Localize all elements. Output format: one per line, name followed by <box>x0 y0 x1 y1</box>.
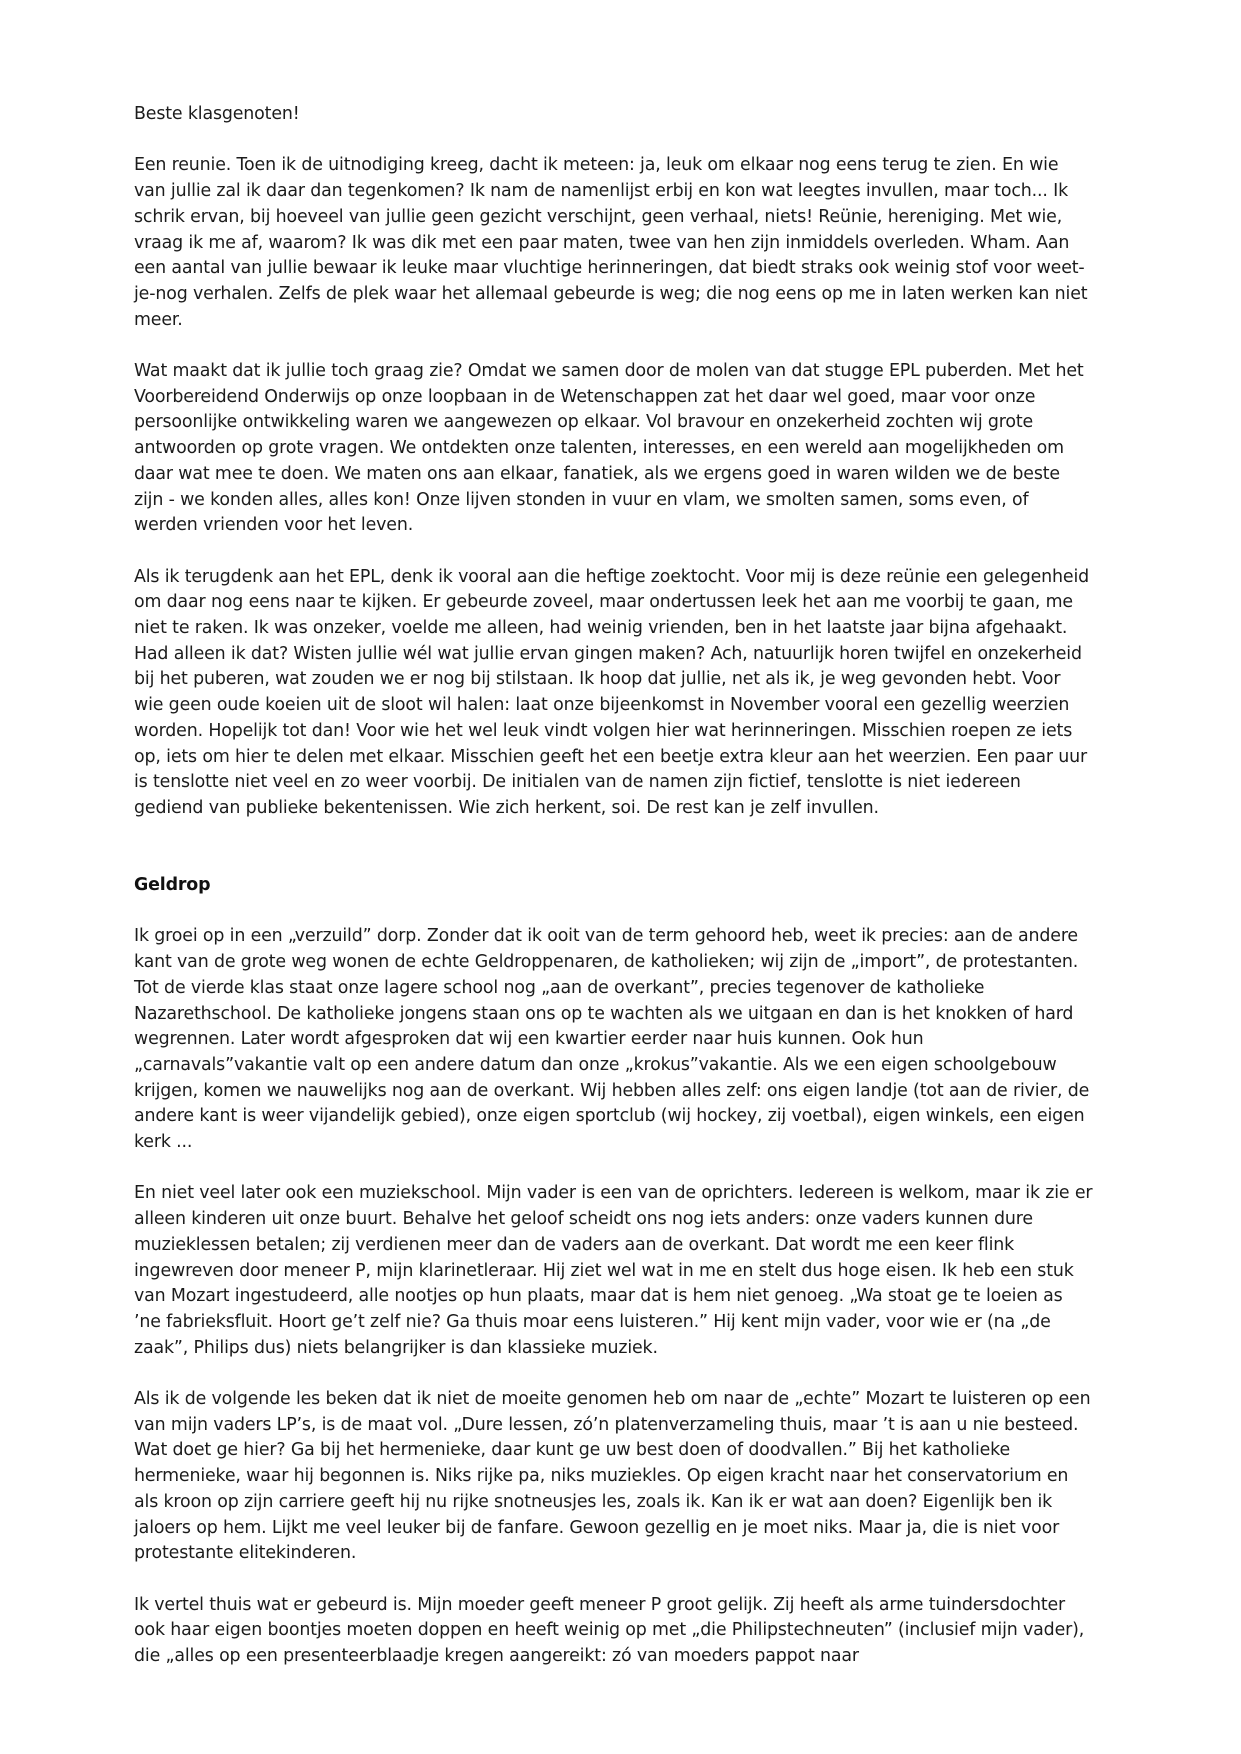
letter-body <box>134 102 1094 1695</box>
intro-paragraph-3: Als ik terugdenk aan het EPL, denk ik vooral aan die heftige zoektocht. Voor mij is deze reünie een gelegenheid om daar nog eens naar te kijken. Er gebeurde zoveel, maar ondertussen leek het aan me voorbij te gaan, me niet te raken. Ik was onzeker, voelde me alleen, had weinig vrienden, ben in het laatste jaar bijna afgehaakt. Had alleen ik dat? Wisten jullie wél wat jullie ervan gingen maken? Ach, natuurlijk horen twijfel en onzekerheid bij het puberen, wat zouden we er nog bij stilstaan. Ik hoop dat jullie, net als ik, je weg gevonden hebt. Voor wie geen oude koeien uit de sloot wil halen: laat onze bijeenkomst in November vooral een gezellig weerzien worden. Hopelijk tot dan! Voor wie het wel leuk vindt volgen hier wat herinneringen. Misschien roepen ze iets op, iets om hier te delen met elkaar. Misschien geeft het een beetje extra kleur aan het weerzien. Een paar uur is tenslotte niet veel en zo weer voorbij. De initialen van de namen zijn fictief, tenslotte is niet iedereen gediend van publieke bekentenissen. Wie zich herkent, soi. De rest kan je zelf invullen. <box>134 566 1090 818</box>
section-paragraph-4: Ik vertel thuis wat er gebeurd is. Mijn moeder geeft meneer P groot gelijk. Zij heeft als arme tuindersdochter ook haar eigen boontjes moeten doppen en heeft weinig op met „die Philipstechneuten” (inclusief mijn vader), die „alles op een presenteerblaadje kregen aangereikt: zó van moeders pappot naar <box>134 1594 1085 1667</box>
section-paragraph-2: En niet veel later ook een muziekschool. Mijn vader is een van de oprichters. Iedereen is welkom, maar ik zie er alleen kinderen uit onze buurt. Behalve het geloof scheidt ons nog iets anders: onze vaders kunnen dure muzieklessen betalen; zij verdienen meer dan de vaders aan de overkant. Dat wordt me een keer flink ingewreven door meneer P, mijn klarinetleraar. Hij ziet wel wat in me en stelt dus hoge eisen. Ik heb een stuk van Mozart ingestudeerd, alle nootjes op hun plaats, maar dat is hem niet genoeg. „Wa stoat ge te loeien as ’ne fabrieksfluit. Hoort ge’t zelf nie? Ga thuis moar eens luisteren.” Hij kent mijn vader, voor wie er (na „de zaak”, Philips dus) niets belangrijker is dan klassieke muziek. <box>134 1183 1093 1358</box>
salutation: Beste klasgenoten! <box>134 104 300 124</box>
section-paragraph-3: Als ik de volgende les beken dat ik niet de moeite genomen heb om naar de „echte” Mozart te luisteren op een van mijn vaders LP’s, is de maat vol. „Dure lessen, zó’n platenverzameling thuis, maar ’t is aan u nie besteed. Wat doet ge hier? Ga bij het hermenieke, daar kunt ge uw best doen of doodvallen.” Bij het katholieke hermenieke, waar hij begonnen is. Niks rijke pa, niks muziekles. Op eigen kracht naar het conservatorium en als kroon op zijn carriere geeft hij nu rijke snotneusjes les, zoals ik. Kan ik er wat aan doen? Eigenlijk ben ik jaloers op hem. Lijkt me veel leuker bij de fanfare. Gewoon gezellig en je moet niks. Maar ja, die is niet voor protestante elitekinderen. <box>134 1389 1091 1564</box>
intro-paragraph-1: Een reunie. Toen ik de uitnodiging kreeg, dacht ik meteen: ja, leuk om elkaar nog eens terug te zien. En wie van jullie zal ik daar dan tegenkomen? Ik nam de namenlijst erbij en kon wat leegtes invullen, maar toch... Ik schrik ervan, bij hoeveel van jullie geen gezicht verschijnt, geen verhaal, niets! Reünie, hereniging. Met wie, vraag ik me af, waarom? Ik was dik met een paar maten, twee van hen zijn inmiddels overleden. Wham. Aan een aantal van jullie bewaar ik leuke maar vluchtige herinneringen, dat biedt straks ook weinig stof voor weet-je-nog verhalen. Zelfs de plek waar het allemaal gebeurde is weg; die nog eens op me in laten werken kan niet meer. <box>134 155 1088 330</box>
intro-paragraph-2: Wat maakt dat ik jullie toch graag zie? Omdat we samen door de molen van dat stugge EPL puberden. Met het Voorbereidend Onderwijs op onze loopbaan in de Wetenschappen zat het daar wel goed, maar voor onze persoonlijke ontwikkeling waren we aangewezen op elkaar. Vol bravour en onzekerheid zochten wij grote antwoorden op grote vragen. We ontdekten onze talenten, interesses, en een wereld aan mogelijkheden om daar wat mee te doen. We maten ons aan elkaar, fanatiek, als we ergens goed in waren wilden we de beste zijn - we konden alles, alles kon! Onze lijven stonden in vuur en vlam, we smolten samen, soms even, of werden vrienden voor het leven. <box>134 361 1084 536</box>
section-paragraph-1: Ik groei op in een „verzuild” dorp. Zonder dat ik ooit van de term gehoord heb, weet ik precies: aan de andere kant van de grote weg wonen de echte Geldroppenaren, de katholieken; wij zijn de „import”, de protestanten. Tot de vierde klas staat onze lagere school nog „aan de overkant”, precies tegenover de katholieke Nazarethschool. De katholieke jongens staan ons op te wachten als we uitgaan en dan is het knokken of hard wegrennen. Later wordt afgesproken dat wij een kwartier eerder naar huis kunnen. Ook hun „carnavals”vakantie valt op een andere datum dan onze „krokus”vakantie. Als we een eigen schoolgebouw krijgen, komen we nauwelijks nog aan de overkant. Wij hebben alles zelf: ons eigen landje (tot aan de rivier, de andere kant is weer vijandelijk gebied), onze eigen sportclub (wij hockey, zij voetbal), eigen winkels, een eigen kerk ... <box>134 926 1090 1153</box>
section-heading: Geldrop <box>134 875 211 896</box>
